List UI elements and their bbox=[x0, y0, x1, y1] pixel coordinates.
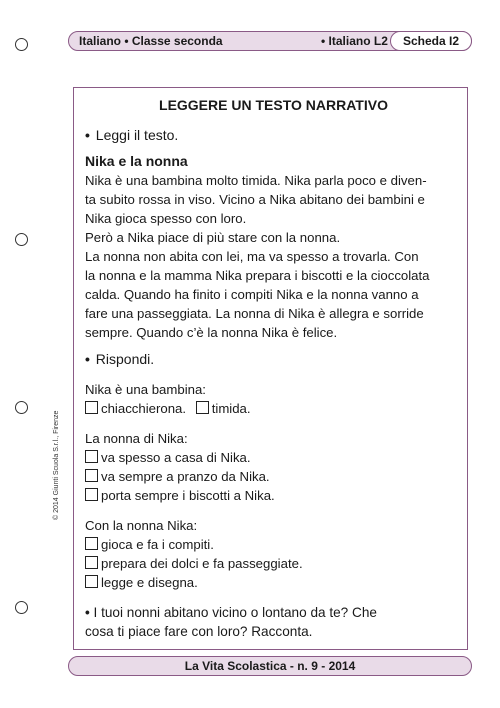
bullet-icon: • bbox=[85, 127, 90, 143]
story-title: Nika e la nonna bbox=[85, 153, 188, 169]
bullet-icon: • bbox=[85, 351, 90, 367]
instruction-read bbox=[85, 126, 462, 145]
answer-option-row bbox=[85, 573, 462, 592]
answer-option-row bbox=[85, 486, 462, 505]
answer-option: legge e disegna. bbox=[101, 575, 198, 590]
instruction-answer bbox=[85, 350, 462, 369]
checkbox[interactable] bbox=[85, 537, 98, 550]
answer-option: timida. bbox=[211, 401, 251, 416]
checkbox[interactable] bbox=[85, 450, 98, 463]
story-line: la nonna e la mamma Nika prepara i biscotti e la cioccolata bbox=[85, 268, 430, 283]
story-line: calda. Quando ha finito i compiti Nika e la nonna vanno a bbox=[85, 287, 419, 302]
question-prompt: Con la nonna Nika: bbox=[85, 518, 198, 533]
story-text bbox=[85, 171, 462, 342]
page-footer: La Vita Scolastica - n. 9 - 2014 bbox=[68, 656, 472, 676]
checkbox[interactable] bbox=[85, 575, 98, 588]
open-question bbox=[85, 603, 462, 622]
answer-option-row bbox=[85, 535, 462, 554]
answer-option-row bbox=[85, 448, 462, 467]
binder-hole bbox=[15, 401, 28, 414]
page-title: LEGGERE UN TESTO NARRATIVO bbox=[159, 97, 388, 113]
instruction-read-text: Leggi il testo. bbox=[95, 127, 179, 143]
answer-option: prepara dei dolci e fa passeggiate. bbox=[101, 556, 303, 571]
checkbox[interactable] bbox=[85, 488, 98, 501]
checkbox[interactable] bbox=[85, 401, 98, 414]
checkbox[interactable] bbox=[85, 556, 98, 569]
story-line: Però a Nika piace di più stare con la nonna. bbox=[85, 230, 341, 245]
answer-option-row bbox=[85, 554, 462, 573]
binder-hole bbox=[15, 233, 28, 246]
open-question-line: I tuoi nonni abitano vicino o lontano da te? Che bbox=[93, 605, 377, 620]
header-subject: Italiano • Classe seconda bbox=[79, 34, 223, 48]
instruction-answer-text: Rispondi. bbox=[95, 351, 155, 367]
bullet-icon: • bbox=[85, 605, 90, 620]
story-line: Nika è una bambina molto timida. Nika parla poco e diven- bbox=[85, 173, 427, 188]
checkbox[interactable] bbox=[196, 401, 209, 414]
header-tab: Scheda I2 bbox=[390, 31, 472, 51]
header-section: • Italiano L2 bbox=[321, 34, 388, 48]
story-line: La nonna non abita con lei, ma va spesso a trovarla. Con bbox=[85, 249, 419, 264]
open-question-line: cosa ti piace fare con loro? Racconta. bbox=[85, 624, 313, 639]
question-block bbox=[85, 380, 462, 418]
story-line: fare una passeggiata. La nonna di Nika è allegra e sorride bbox=[85, 306, 424, 321]
binder-hole bbox=[15, 601, 28, 614]
question-block bbox=[85, 516, 462, 592]
answer-option: chiacchierona. bbox=[101, 401, 187, 416]
answer-option: porta sempre i biscotti a Nika. bbox=[101, 488, 275, 503]
worksheet-content bbox=[85, 96, 462, 641]
question-block bbox=[85, 429, 462, 505]
story-line: sempre. Quando c’è la nonna Nika è felice. bbox=[85, 325, 338, 340]
answer-option-row bbox=[85, 399, 462, 418]
answer-option-row bbox=[85, 467, 462, 486]
copyright-note: © 2014 Giunti Scuola S.r.l., Firenze bbox=[53, 410, 60, 520]
question-prompt: La nonna di Nika: bbox=[85, 431, 188, 446]
binder-hole bbox=[15, 38, 28, 51]
page-header bbox=[68, 31, 472, 51]
question-prompt: Nika è una bambina: bbox=[85, 382, 206, 397]
story-line: Nika gioca spesso con loro. bbox=[85, 211, 247, 226]
answer-option: va sempre a pranzo da Nika. bbox=[101, 469, 270, 484]
answer-option: va spesso a casa di Nika. bbox=[101, 450, 251, 465]
checkbox[interactable] bbox=[85, 469, 98, 482]
story-line: ta subito rossa in viso. Vicino a Nika abitano dei bambini e bbox=[85, 192, 425, 207]
answer-option: gioca e fa i compiti. bbox=[101, 537, 214, 552]
